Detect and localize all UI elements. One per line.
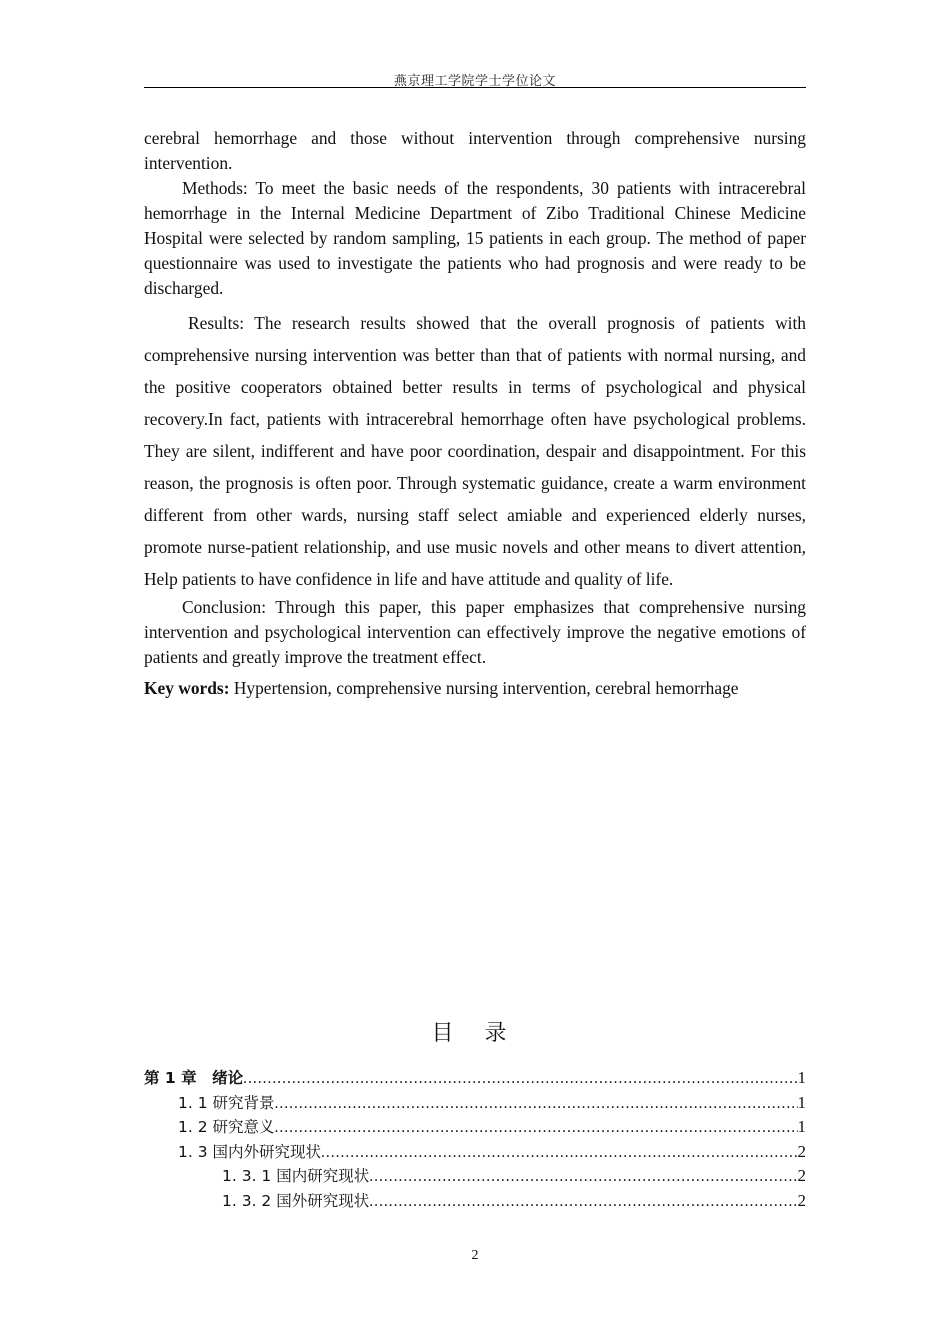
- running-header: 燕京理工学院学士学位论文: [393, 73, 556, 88]
- toc-entry-1-3-2[interactable]: [144, 1189, 806, 1214]
- abstract-conclusion: Conclusion: Through this paper, this paper emphasizes that comprehensive nursing intervention and psychological intervention can effectively improve the negative emotions of patients and greatly improve the treatment effect.: [144, 597, 806, 667]
- toc-entry-1-3-1[interactable]: [144, 1164, 806, 1189]
- toc-entry-label: 1. 3. 1 国内研究现状: [222, 1167, 370, 1186]
- page-number: 2: [471, 1248, 479, 1263]
- toc-entry-label: 1. 1 研究背景: [178, 1093, 275, 1112]
- toc-entry-page: 1: [797, 1117, 806, 1137]
- toc-entry-1-1[interactable]: [144, 1091, 806, 1116]
- toc-entry-1-2[interactable]: [144, 1115, 806, 1140]
- toc-leader-dots: [275, 1092, 798, 1117]
- header-rule: [144, 87, 806, 88]
- toc-entry-page: 2: [797, 1190, 806, 1210]
- keywords-label: Key words:: [144, 678, 230, 698]
- table-of-contents: [144, 1066, 806, 1214]
- abstract-continuation: cerebral hemorrhage and those without intervention through comprehensive nursing intervention.: [144, 128, 806, 173]
- toc-leader-dots: [321, 1141, 797, 1166]
- toc-leader-dots: [275, 1116, 798, 1141]
- abstract-results: Results: The research results showed that the overall prognosis of patients with comprehensive nursing intervention was better than that of patients with normal nursing, and the positive cooperators obtained better results in terms of psychological and physical recovery.In fact, patients with intracerebral hemorrhage often have psychological problems. They are silent, indifferent and have poor coordination, despair and disappointment. For this reason, the prognosis is often poor. Through systematic guidance, create a warm environment different from other wards, nursing staff select amiable and experienced elderly nurses, promote nurse-patient relationship, and use music novels and other means to divert attention, Help patients to have confidence in life and have attitude and quality of life.: [144, 313, 806, 589]
- keywords-line: [144, 676, 806, 701]
- abstract-body: [144, 126, 806, 701]
- toc-entry-page: 1: [797, 1092, 806, 1112]
- toc-entry-label: 第 1 章 绪论: [144, 1069, 244, 1087]
- toc-leader-dots: [243, 1067, 797, 1092]
- toc-title: 目 录: [431, 1021, 519, 1046]
- toc-entry-page: 2: [797, 1166, 806, 1186]
- toc-entry-chapter-1[interactable]: [144, 1066, 806, 1091]
- toc-entry-label: 1. 2 研究意义: [178, 1118, 275, 1137]
- toc-entry-1-3[interactable]: [144, 1140, 806, 1165]
- toc-leader-dots: [369, 1165, 797, 1190]
- keywords-text: Hypertension, comprehensive nursing intervention, cerebral hemorrhage: [229, 678, 739, 698]
- toc-entry-page: 2: [797, 1141, 806, 1161]
- toc-entry-label: 1. 3 国内外研究现状: [178, 1142, 322, 1161]
- toc-leader-dots: [369, 1190, 797, 1215]
- toc-entry-page: 1: [797, 1068, 806, 1087]
- toc-entry-label: 1. 3. 2 国外研究现状: [222, 1191, 370, 1210]
- abstract-methods: Methods: To meet the basic needs of the respondents, 30 patients with intracerebral hemorrhage in the Internal Medicine Department of Zibo Traditional Chinese Medicine Hospital were selected by random sampling, 15 patients in each group. The method of paper questionnaire was used to investigate the patients who had prognosis and were ready to be discharged.: [144, 178, 806, 298]
